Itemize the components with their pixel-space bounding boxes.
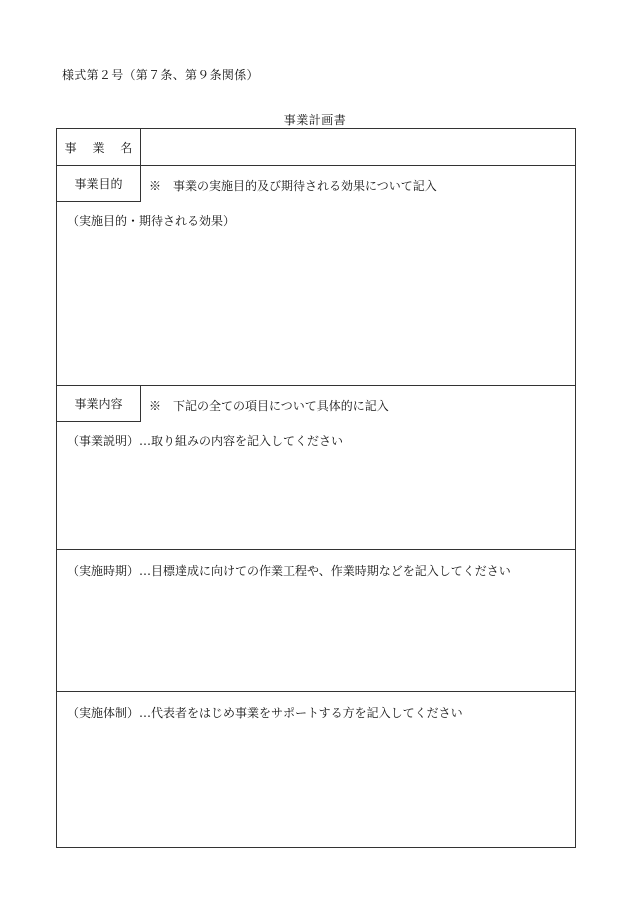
purpose-body-heading: （実施目的・期待される効果） — [67, 214, 236, 228]
row-divider — [57, 691, 575, 692]
content-note: ※ 下記の全ての項目について具体的に記入 — [149, 399, 389, 413]
purpose-label-cell — [57, 165, 141, 202]
content-label: 事業内容 — [74, 396, 123, 411]
project-name-label: 事 業 名 — [64, 140, 139, 155]
section-description-heading: （事業説明）…取り組みの内容を記入してください — [67, 434, 344, 448]
purpose-note: ※ 事業の実施目的及び期待される効果について記入 — [149, 179, 437, 193]
form-number: 様式第２号（第７条、第９条関係） — [62, 68, 259, 82]
section-organization-heading: （実施体制）…代表者をはじめ事業をサポートする方を記入してください — [67, 706, 463, 720]
business-plan-table — [56, 128, 576, 848]
document-title: 事業計画書 — [283, 113, 347, 127]
project-name-label-cell — [57, 129, 141, 166]
row-divider — [57, 549, 575, 550]
section-schedule-heading: （実施時期）…目標達成に向けての作業工程や、作業時期などを記入してください — [67, 564, 511, 578]
purpose-label: 事業目的 — [74, 176, 123, 191]
content-label-cell — [57, 385, 141, 422]
